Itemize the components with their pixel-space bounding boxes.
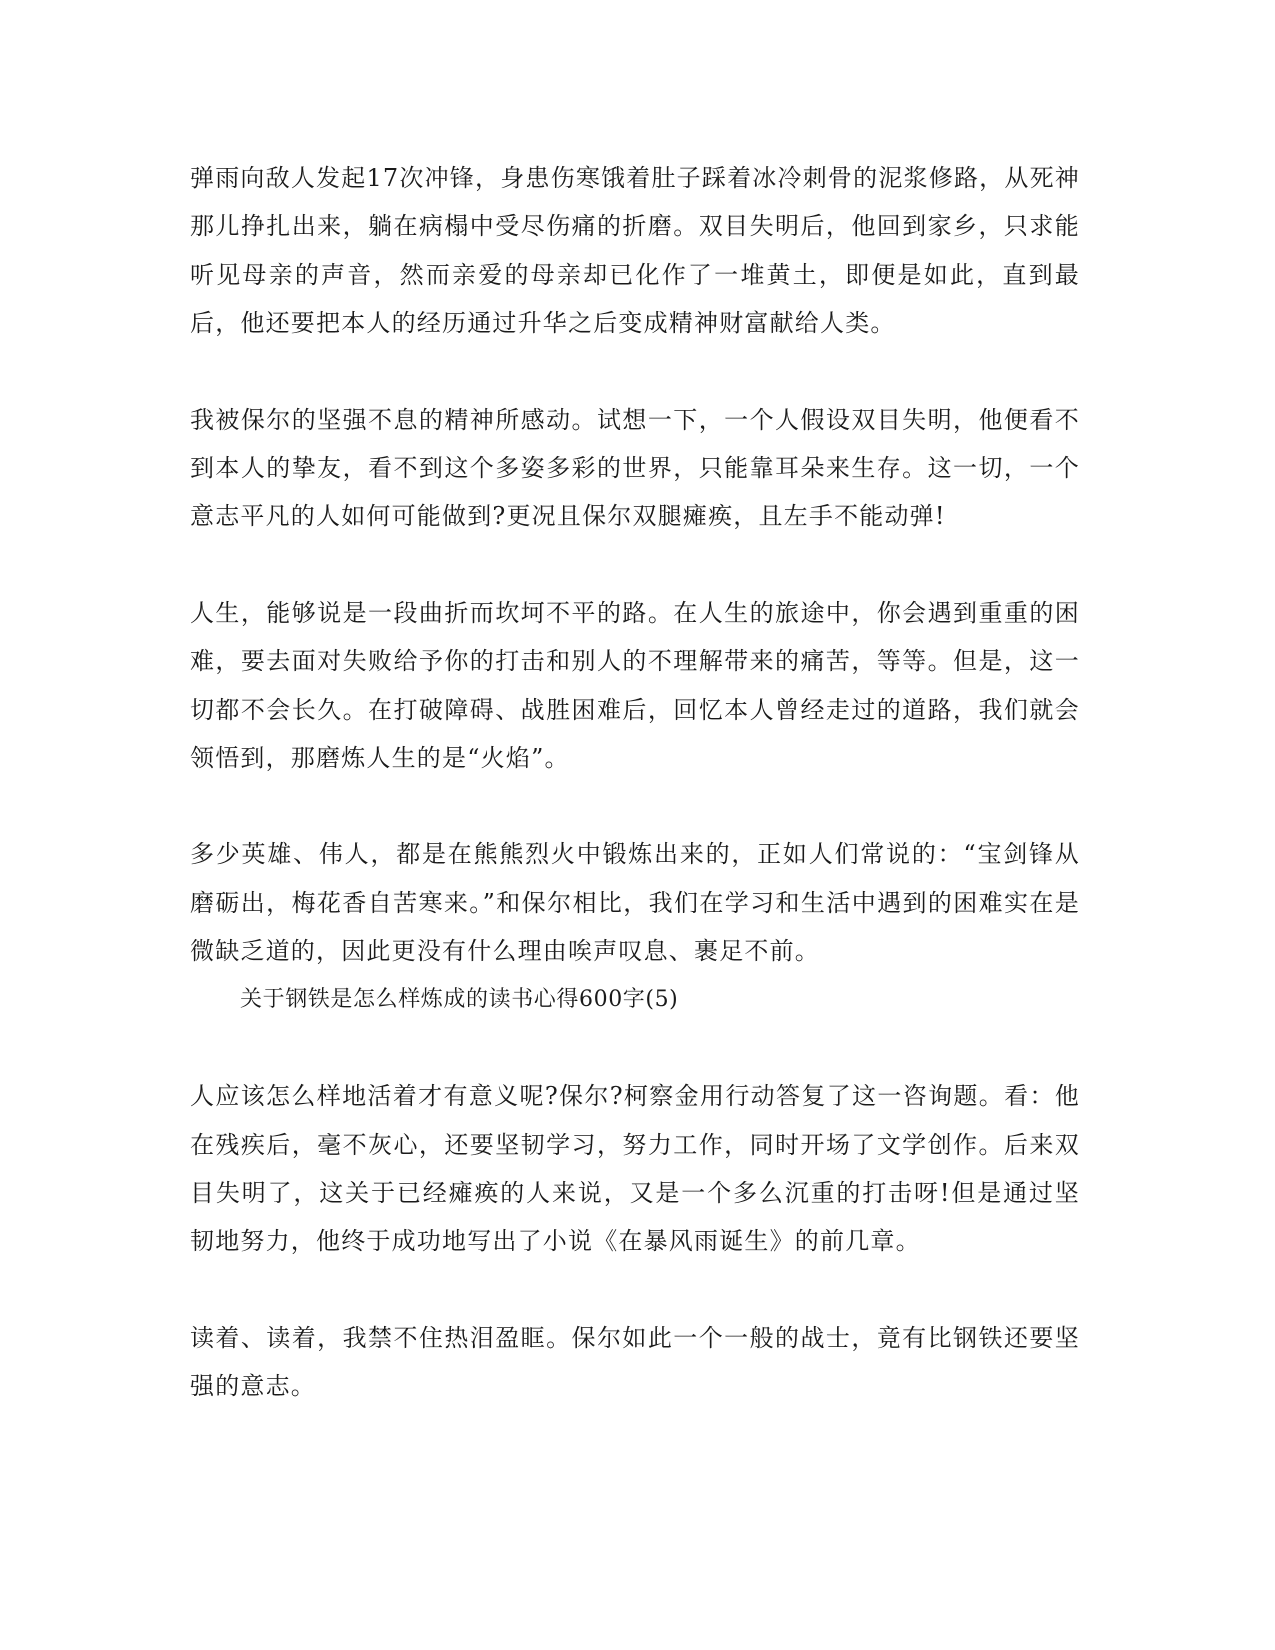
paragraph-gap [190, 1266, 1080, 1314]
paragraph-6: 读着、读着，我禁不住热泪盈眶。保尔如此一个一般的战士，竟有比钢铁还要坚强的意志。 [190, 1323, 1080, 1401]
paragraph-gap [190, 541, 1080, 589]
paragraph-gap [190, 348, 1080, 396]
document-body [190, 154, 1080, 1411]
paragraph-gap [190, 782, 1080, 830]
section-heading: 关于钢铁是怎么样炼成的读书心得600字(5) [240, 986, 679, 1012]
paragraph-4: 多少英雄、伟人，都是在熊熊烈火中锻炼出来的，正如人们常说的：“宝剑锋从磨砺出，梅花香自苦寒来。”和保尔相比，我们在学习和生活中遇到的困难实在是微缺乏道的，因此更没有什么理由唉声叹息、裹足不前。 [190, 840, 1080, 966]
paragraph-5: 人应该怎么样地活着才有意义呢?保尔?柯察金用行动答复了这一咨询题。看：他在残疾后，毫不灰心，还要坚韧学习，努力工作，同时开场了文学创作。后来双目失明了，这关于已经瘫痪的人来说，又是一个多么沉重的打击呀!但是通过坚韧地努力，他终于成功地写出了小说《在暴风雨诞生》的前几章。 [190, 1082, 1080, 1256]
paragraph-gap [190, 1024, 1080, 1072]
paragraph-3: 人生，能够说是一段曲折而坎坷不平的路。在人生的旅途中，你会遇到重重的困难，要去面对失败给予你的打击和别人的不理解带来的痛苦，等等。但是，这一切都不会长久。在打破障碍、战胜困难后，回忆本人曾经走过的道路，我们就会领悟到，那磨炼人生的是“火焰”。 [190, 598, 1080, 773]
paragraph-2: 我被保尔的坚强不息的精神所感动。试想一下，一个人假设双目失明，他便看不到本人的挚友，看不到这个多姿多彩的世界，只能靠耳朵来生存。这一切，一个意志平凡的人如何可能做到?更况且保尔双腿瘫痪，且左手不能动弹! [190, 405, 1080, 531]
paragraph-1: 弹雨向敌人发起17次冲锋，身患伤寒饿着肚子踩着冰冷刺骨的泥浆修路，从死神那儿挣扎出来，躺在病榻中受尽伤痛的折磨。双目失明后，他回到家乡，只求能听见母亲的声音，然而亲爱的母亲却已化作了一堆黄土，即便是如此，直到最后，他还要把本人的经历通过升华之后变成精神财富献给人类。 [190, 164, 1080, 338]
